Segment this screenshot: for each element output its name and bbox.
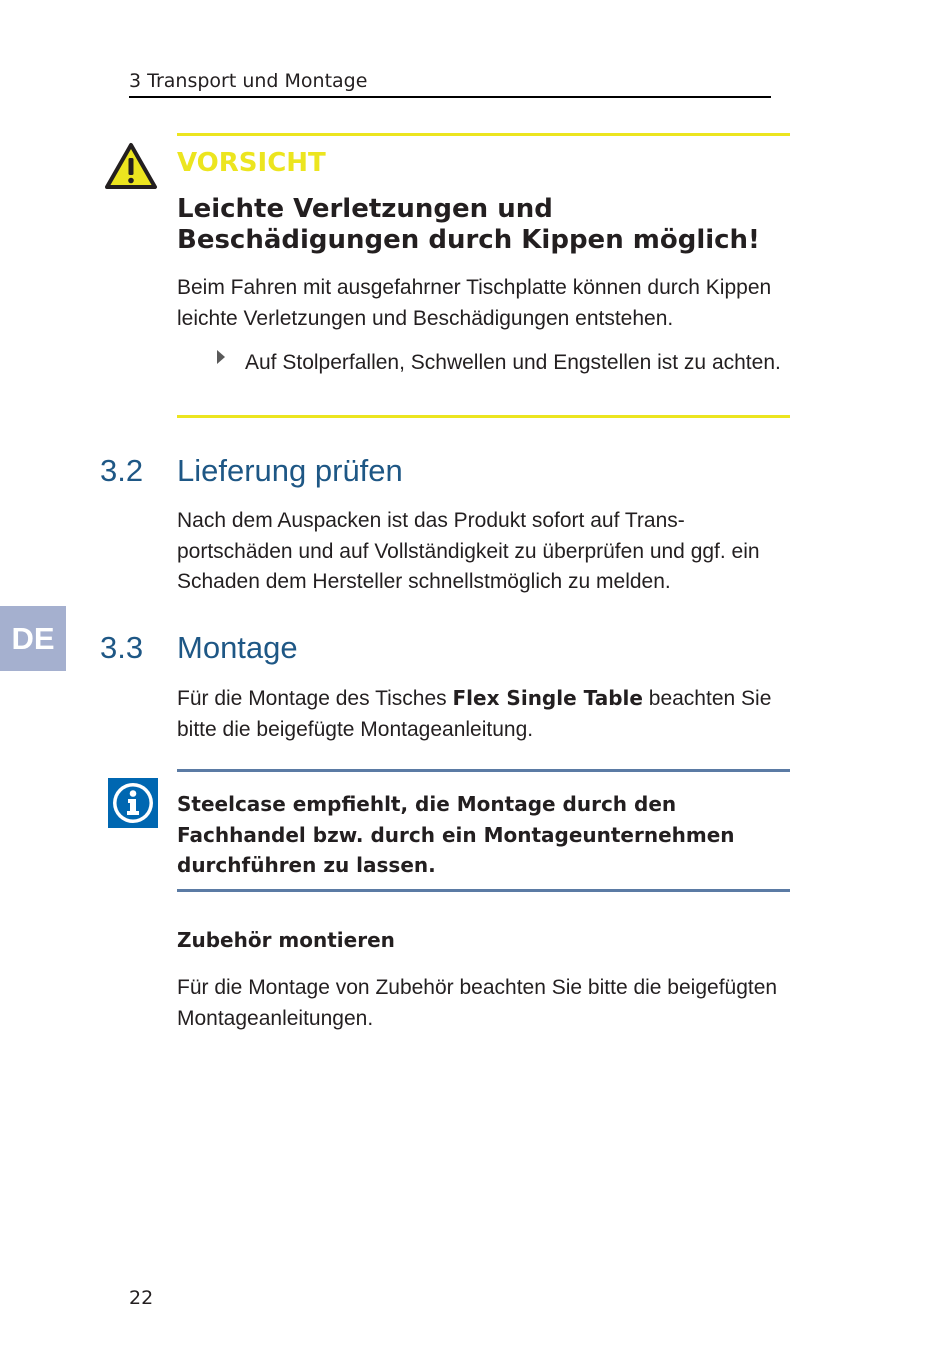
page-number: 22 <box>129 1287 154 1309</box>
info-note-text: Steelcase empfiehlt, die Montage durch den Fachhandel bzw. durch ein Montageunternehmen durchführen zu lassen. <box>177 792 735 877</box>
product-name: Flex Single Table <box>452 686 643 710</box>
body-text: beachten Sie bitte die beigefügte Montageanleitung. <box>177 687 772 741</box>
section-title: Montage <box>177 630 298 665</box>
section-body: Nach dem Auspacken ist das Produkt sofort auf Transportschäden und auf Vollständigkeit zu überprüfen und ggf. ein Schaden dem Hersteller schnellstmöglich zu melden. <box>177 509 760 593</box>
caution-body: Beim Fahren mit ausgefahrner Tischplatte können durch Kippen leichte Verletzungen und Beschädigungen entstehen. <box>177 276 772 330</box>
bullet-arrow-icon <box>217 350 225 364</box>
section-title: Lieferung prüfen <box>177 453 403 488</box>
section-number: 3.2 <box>100 453 144 488</box>
info-icon <box>108 778 158 828</box>
warning-triangle-icon <box>104 142 158 190</box>
running-header: 3 Transport und Montage <box>129 70 368 92</box>
caution-label: VORSICHT <box>177 148 326 178</box>
caution-bullet: Auf Stolperfallen, Schwellen und Engstellen ist zu achten. <box>245 351 781 374</box>
language-tab: DE <box>0 606 66 671</box>
info-top-rule <box>177 769 790 772</box>
subsection-body: Für die Montage von Zubehör beachten Sie bitte die beigefügten Montageanleitungen. <box>177 976 778 1030</box>
subsection-heading: Zubehör montieren <box>177 928 395 952</box>
info-bottom-rule <box>177 889 790 892</box>
section-body <box>177 683 797 745</box>
body-text: Für die Montage des Tisches <box>177 687 453 710</box>
header-rule <box>129 96 771 98</box>
caution-bottom-rule <box>177 415 790 418</box>
caution-heading: Leichte Verletzungen und Beschädigungen durch Kippen möglich! <box>177 194 760 255</box>
section-number: 3.3 <box>100 630 144 665</box>
caution-top-rule <box>177 133 790 136</box>
